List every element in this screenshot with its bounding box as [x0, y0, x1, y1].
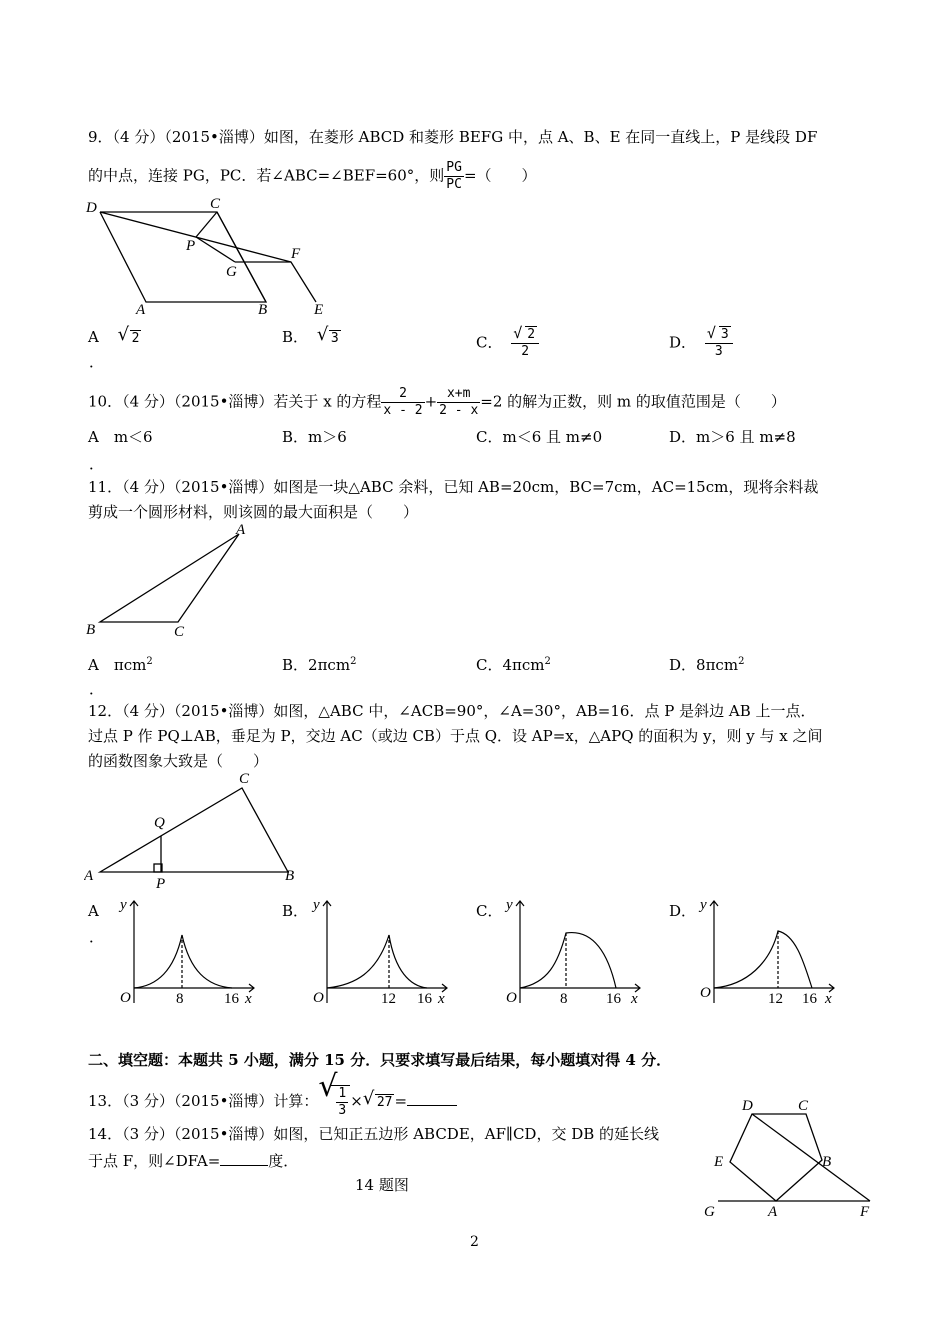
q12-option-b[interactable]: B． [282, 902, 309, 920]
q9-option-a-root: √ 2 [117, 324, 140, 346]
q13-eq: = [394, 1092, 408, 1110]
q9-label-g: G [226, 264, 237, 280]
q13-frac-num: 1 [338, 1086, 347, 1101]
q9-figure [84, 196, 334, 318]
q11-label-a: A [236, 522, 246, 538]
q11-option-b-text: B．2πcm [282, 656, 351, 674]
q14-line2-pre: 于点 F，则∠DFA= [88, 1152, 221, 1170]
q14-label-c: C [798, 1098, 809, 1114]
q12-graph-b-y: y [313, 897, 320, 913]
q12-label-b: B [285, 868, 295, 884]
q14-caption: 14 题图 [355, 1176, 409, 1194]
q14-label-e: E [714, 1154, 724, 1170]
q14-label-d: D [742, 1098, 753, 1114]
q9-option-dot: ． [89, 353, 105, 371]
q12-graph-a-origin: O [120, 990, 131, 1006]
q10-frac-1 [381, 386, 424, 419]
q12-option-c[interactable]: C． [476, 902, 503, 920]
q9-option-a[interactable] [88, 324, 141, 349]
q9-option-d-frac: √ 3 3 [705, 327, 733, 360]
q12-graph-b-peak: 12 [381, 991, 396, 1007]
q12-graph-c-peak: 8 [560, 991, 568, 1007]
q11-option-c-sup: 2 [544, 656, 551, 667]
q9-option-a-value: 2 [131, 331, 140, 346]
q12-graph-a-y: y [120, 897, 127, 913]
q9-option-c-frac: √ 2 2 [511, 327, 539, 360]
q11-option-d-sup: 2 [738, 656, 745, 667]
q10-stem-pre: 10．（4 分）（2015•淄博）若关于 x 的方程 [88, 392, 382, 411]
q11-label-c: C [174, 624, 185, 640]
q11-option-c[interactable] [476, 652, 551, 675]
q12-graph-b-origin: O [313, 990, 324, 1006]
q9-line2-end: =（ ） [463, 166, 537, 185]
q10-option-c[interactable]: C．m＜6 且 m≠0 [476, 428, 603, 446]
q12-label-q: Q [154, 815, 165, 831]
q9-option-d[interactable] [669, 324, 733, 360]
q9-option-c-label: C． [476, 333, 503, 352]
q9-line2-text: 的中点，连接 PG，PC．若∠ABC=∠BEF=60°，则 [88, 166, 445, 185]
q13-root-27: √ 27 [362, 1088, 393, 1110]
q13-frac-den: 3 [338, 1103, 347, 1118]
q11-option-c-text: C．4πcm [476, 656, 545, 674]
q14-figure [700, 1094, 880, 1224]
q12-label-a: A [84, 868, 94, 884]
q11-option-a-text: A πcm [88, 656, 147, 674]
q9-label-c: C [210, 196, 221, 212]
q12-graph-a-x: x [245, 991, 252, 1007]
q10-frac-1-den: x - 2 [383, 403, 423, 418]
q9-option-b-label: B． [282, 328, 309, 346]
q12-line3: 的函数图象大致是（ ） [88, 752, 269, 770]
q9-option-d-num: 3 [720, 327, 729, 342]
q14-label-b: B [822, 1154, 832, 1170]
q9-label-d: D [86, 200, 97, 216]
q14-line1: 14．（3 分）（2015•淄博）如图，已知正五边形 ABCDE，AF∥CD，交 DB 的延长线 [88, 1125, 660, 1143]
q14-label-f: F [860, 1204, 870, 1220]
q11-option-d[interactable] [669, 652, 744, 675]
q12-graph-c-x: x [631, 991, 638, 1007]
q10-plus: + [424, 392, 438, 411]
q9-option-b-root: √ 3 [316, 324, 339, 346]
q12-graph-c-y: y [506, 897, 513, 913]
q10-stem-post: =2 的解为正数，则 m 的取值范围是（ ） [480, 392, 786, 411]
q12-graph-d-end: 16 [802, 991, 817, 1007]
q14-label-g: G [704, 1204, 715, 1220]
q12-graph-b-end: 16 [417, 991, 432, 1007]
page-number: 2 [470, 1234, 479, 1250]
q12-option-dot: ． [89, 928, 105, 946]
q12-figure [84, 766, 304, 892]
q12-graph-d-origin: O [700, 985, 711, 1001]
q12-graph-a [112, 893, 262, 1015]
section2-heading: 二、填空题：本题共 5 小题，满分 15 分．只要求填写最后结果，每小题填对得 4 分． [88, 1051, 672, 1069]
q13-root-frac: √ $\frac{1}{3}$ [318, 1085, 350, 1119]
q12-line2: 过点 P 作 PQ⊥AB，垂足为 P，交边 AC（或边 CB）于点 Q．设 AP=x，△APQ 的面积为 y，则 y 与 x 之间 [88, 727, 823, 745]
q10-option-b[interactable]: B．m＞6 [282, 428, 347, 446]
q14-answer-blank[interactable] [220, 1165, 268, 1166]
q10-frac-2-num: x+m [437, 386, 480, 403]
q9-option-c[interactable] [476, 324, 539, 360]
q12-graph-c-origin: O [506, 990, 517, 1006]
q9-option-b[interactable] [282, 324, 341, 349]
q13-times: × [350, 1092, 363, 1110]
q13-stem-pre: 13．（3 分）（2015•淄博）计算： [88, 1092, 319, 1110]
q10-option-dot: ． [89, 455, 105, 473]
q10-frac-2-den: 2 - x [439, 403, 479, 418]
q9-option-c-num: 2 [527, 327, 536, 342]
q11-line2: 剪成一个圆形材料，则该圆的最大面积是（ ） [88, 503, 419, 521]
q12-option-d[interactable]: D． [669, 902, 697, 920]
q12-graph-c [498, 893, 648, 1015]
q13-root-27-value: 27 [376, 1095, 393, 1110]
q12-graph-a-peak: 8 [176, 991, 184, 1007]
q12-label-p: P [156, 876, 166, 892]
q11-option-a-sup: 2 [146, 656, 153, 667]
q9-label-b: B [258, 302, 268, 318]
q12-line1: 12．（4 分）（2015•淄博）如图，△ABC 中，∠ACB=90°，∠A=30°，AB=16．点 P 是斜边 AB 上一点． [88, 702, 816, 720]
q11-option-b[interactable] [282, 652, 356, 675]
q9-option-d-label: D． [669, 333, 697, 352]
q12-graph-c-end: 16 [606, 991, 621, 1007]
q14-label-a: A [768, 1204, 778, 1220]
q10-frac-2 [437, 386, 480, 419]
q12-graph-d-x: x [825, 991, 832, 1007]
q10-option-d[interactable]: D．m＞6 且 m≠8 [669, 428, 796, 446]
q12-graph-b [305, 893, 455, 1015]
q12-graph-d [692, 893, 842, 1015]
q13-stem [88, 1069, 457, 1119]
q12-graph-d-peak: 12 [768, 991, 783, 1007]
q12-graph-d-y: y [700, 897, 707, 913]
q10-frac-1-num: 2 [381, 386, 424, 403]
q10-option-a[interactable]: A m＜6 [88, 428, 153, 446]
q12-option-a[interactable]: A [88, 902, 99, 920]
q11-label-b: B [86, 622, 96, 638]
q9-option-a-label: A [88, 328, 99, 346]
q13-answer-blank[interactable] [407, 1105, 457, 1106]
q9-option-d-den: 3 [714, 344, 723, 359]
q9-ratio [444, 160, 464, 193]
q11-option-b-sup: 2 [350, 656, 357, 667]
q11-option-dot: ． [89, 680, 105, 698]
q12-graph-a-end: 16 [224, 991, 239, 1007]
q9-ratio-den: PC [446, 177, 462, 192]
q9-line1: 9．（4 分）（2015•淄博）如图，在菱形 ABCD 和菱形 BEFG 中，点 A、B、E 在同一直线上，P 是线段 DF [88, 128, 818, 146]
q11-figure [84, 520, 254, 642]
q14-line2-post: 度． [268, 1152, 299, 1170]
q9-label-a: A [136, 302, 146, 318]
q9-label-p: P [186, 238, 196, 254]
q9-option-c-den: 2 [521, 344, 530, 359]
q14-line2 [88, 1151, 298, 1171]
q11-line1: 11．（4 分）（2015•淄博）如图是一块△ABC 余料，已知 AB=20cm，BC=7cm，AC=15cm，现将余料裁 [88, 478, 819, 496]
q9-line2 [88, 160, 537, 193]
q9-label-e: E [314, 302, 324, 318]
q12-label-c: C [239, 771, 250, 787]
q9-label-f: F [291, 246, 301, 262]
q11-option-a[interactable] [88, 652, 153, 675]
q12-graph-b-x: x [438, 991, 445, 1007]
q11-option-d-text: D．8πcm [669, 656, 739, 674]
q10-stem [88, 386, 786, 419]
q9-option-b-value: 3 [330, 331, 339, 346]
q9-ratio-num: PG [446, 160, 462, 175]
